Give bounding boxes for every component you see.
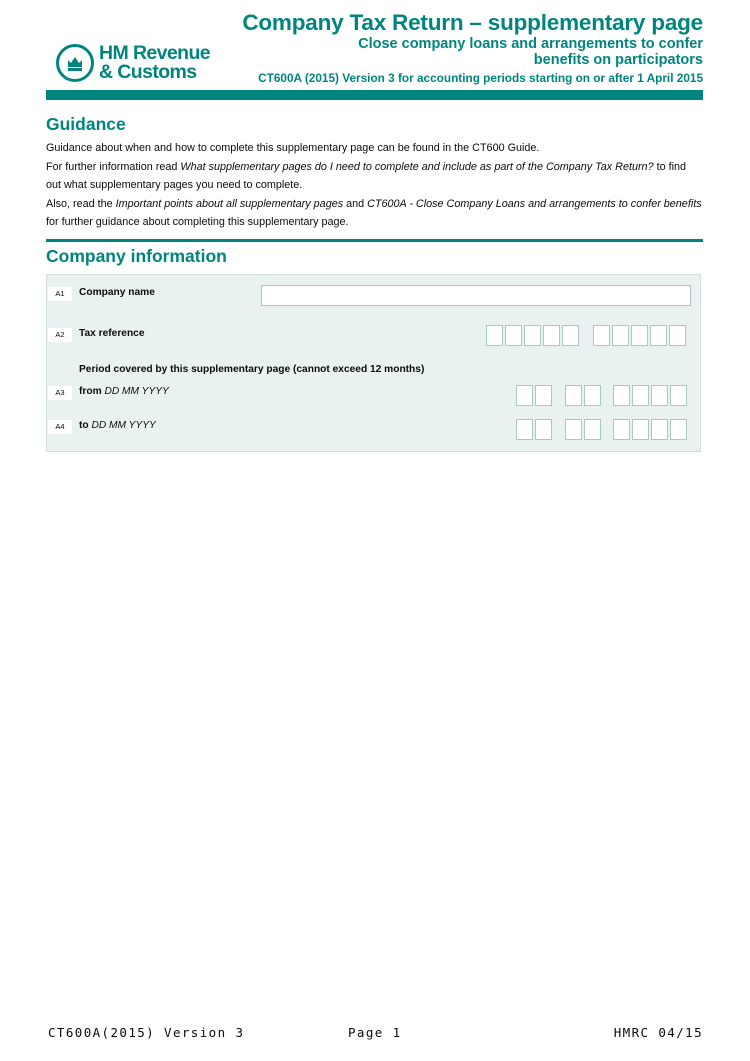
to-year-box[interactable] <box>613 419 630 440</box>
company-info-panel <box>46 274 701 452</box>
guidance-p3-text-end: for further guidance about completing this supplementary page. <box>46 216 349 228</box>
page-subtitle-2: benefits on participators <box>533 52 703 68</box>
tax-ref-digit-box[interactable] <box>631 325 648 346</box>
guidance-p3-title-1: Important points about all supplementary pages <box>115 198 344 210</box>
version-line: CT600A (2015) Version 3 for accounting periods starting on or after 1 April 2015 <box>258 71 703 85</box>
tax-ref-digit-box[interactable] <box>669 325 686 346</box>
a4-label <box>79 419 156 433</box>
tax-ref-digit-box[interactable] <box>543 325 560 346</box>
a4-date-hint: DD MM YYYY <box>91 420 156 431</box>
to-year-box[interactable] <box>632 419 649 440</box>
a2-label: Tax reference <box>79 328 145 339</box>
page-title: Company Tax Return – supplementary page <box>242 10 703 35</box>
from-year-box[interactable] <box>670 385 687 406</box>
guidance-text <box>46 139 703 232</box>
tax-ref-digit-box[interactable] <box>486 325 503 346</box>
logo-wordmark <box>99 44 210 82</box>
header-rule <box>46 90 703 100</box>
from-month-box[interactable] <box>584 385 601 406</box>
tax-ref-digit-box[interactable] <box>562 325 579 346</box>
crown-crest-icon <box>56 44 94 82</box>
footer-page-number: Page 1 <box>348 1025 402 1040</box>
guidance-p2-text: For further information read <box>46 161 181 173</box>
section-rule <box>46 239 703 242</box>
a3-label <box>79 385 169 399</box>
a4-label-text: to <box>79 420 89 431</box>
to-month-box[interactable] <box>565 419 582 440</box>
tax-ref-digit-box[interactable] <box>612 325 629 346</box>
guidance-p3-text: Also, read the <box>46 198 116 210</box>
to-day-box[interactable] <box>516 419 533 440</box>
a1-label: Company name <box>79 287 155 298</box>
hmrc-logo <box>56 44 226 88</box>
guidance-p2-link-title: What supplementary pages do I need to complete and include as part of the Company Tax Return? <box>180 161 654 173</box>
guidance-heading: Guidance <box>46 114 126 134</box>
company-name-input[interactable] <box>261 285 691 306</box>
tax-ref-digit-box[interactable] <box>593 325 610 346</box>
footer-hmrc-date: HMRC 04/15 <box>613 1025 703 1040</box>
from-day-box[interactable] <box>535 385 552 406</box>
a3-code: A3 <box>48 386 72 400</box>
guidance-paragraph-3 <box>46 195 703 231</box>
a4-code: A4 <box>48 420 72 434</box>
a1-code: A1 <box>48 287 72 301</box>
guidance-paragraph-2 <box>46 158 703 194</box>
from-year-box[interactable] <box>632 385 649 406</box>
a3-label-text: from <box>79 386 102 397</box>
footer-form-id: CT600A(2015) Version 3 <box>48 1025 245 1040</box>
a3-date-hint: DD MM YYYY <box>104 386 169 397</box>
guidance-paragraph-1: Guidance about when and how to complete this supplementary page can be found in the CT600 Guide. <box>46 142 540 154</box>
from-year-box[interactable] <box>613 385 630 406</box>
from-year-box[interactable] <box>651 385 668 406</box>
to-month-box[interactable] <box>584 419 601 440</box>
to-day-box[interactable] <box>535 419 552 440</box>
title-block <box>242 10 703 86</box>
tax-ref-digit-box[interactable] <box>505 325 522 346</box>
to-year-box[interactable] <box>670 419 687 440</box>
page-subtitle-1: Close company loans and arrangements to confer <box>358 36 703 52</box>
guidance-p3-title-2: CT600A - Close Company Loans and arrangements to confer benefits <box>367 198 702 210</box>
tax-ref-digit-box[interactable] <box>650 325 667 346</box>
from-day-box[interactable] <box>516 385 533 406</box>
company-info-heading: Company information <box>46 246 227 266</box>
guidance-p2-text-end: to find out what supplementary pages you need to complete. <box>46 161 686 191</box>
logo-line-1: HM Revenue <box>99 42 211 64</box>
to-year-box[interactable] <box>651 419 668 440</box>
logo-line-2: & Customs <box>99 61 197 83</box>
tax-ref-digit-box[interactable] <box>524 325 541 346</box>
from-month-box[interactable] <box>565 385 582 406</box>
guidance-p3-text-mid: and <box>343 198 368 210</box>
period-note: Period covered by this supplementary page (cannot exceed 12 months) <box>79 364 425 375</box>
a2-code: A2 <box>48 328 72 342</box>
